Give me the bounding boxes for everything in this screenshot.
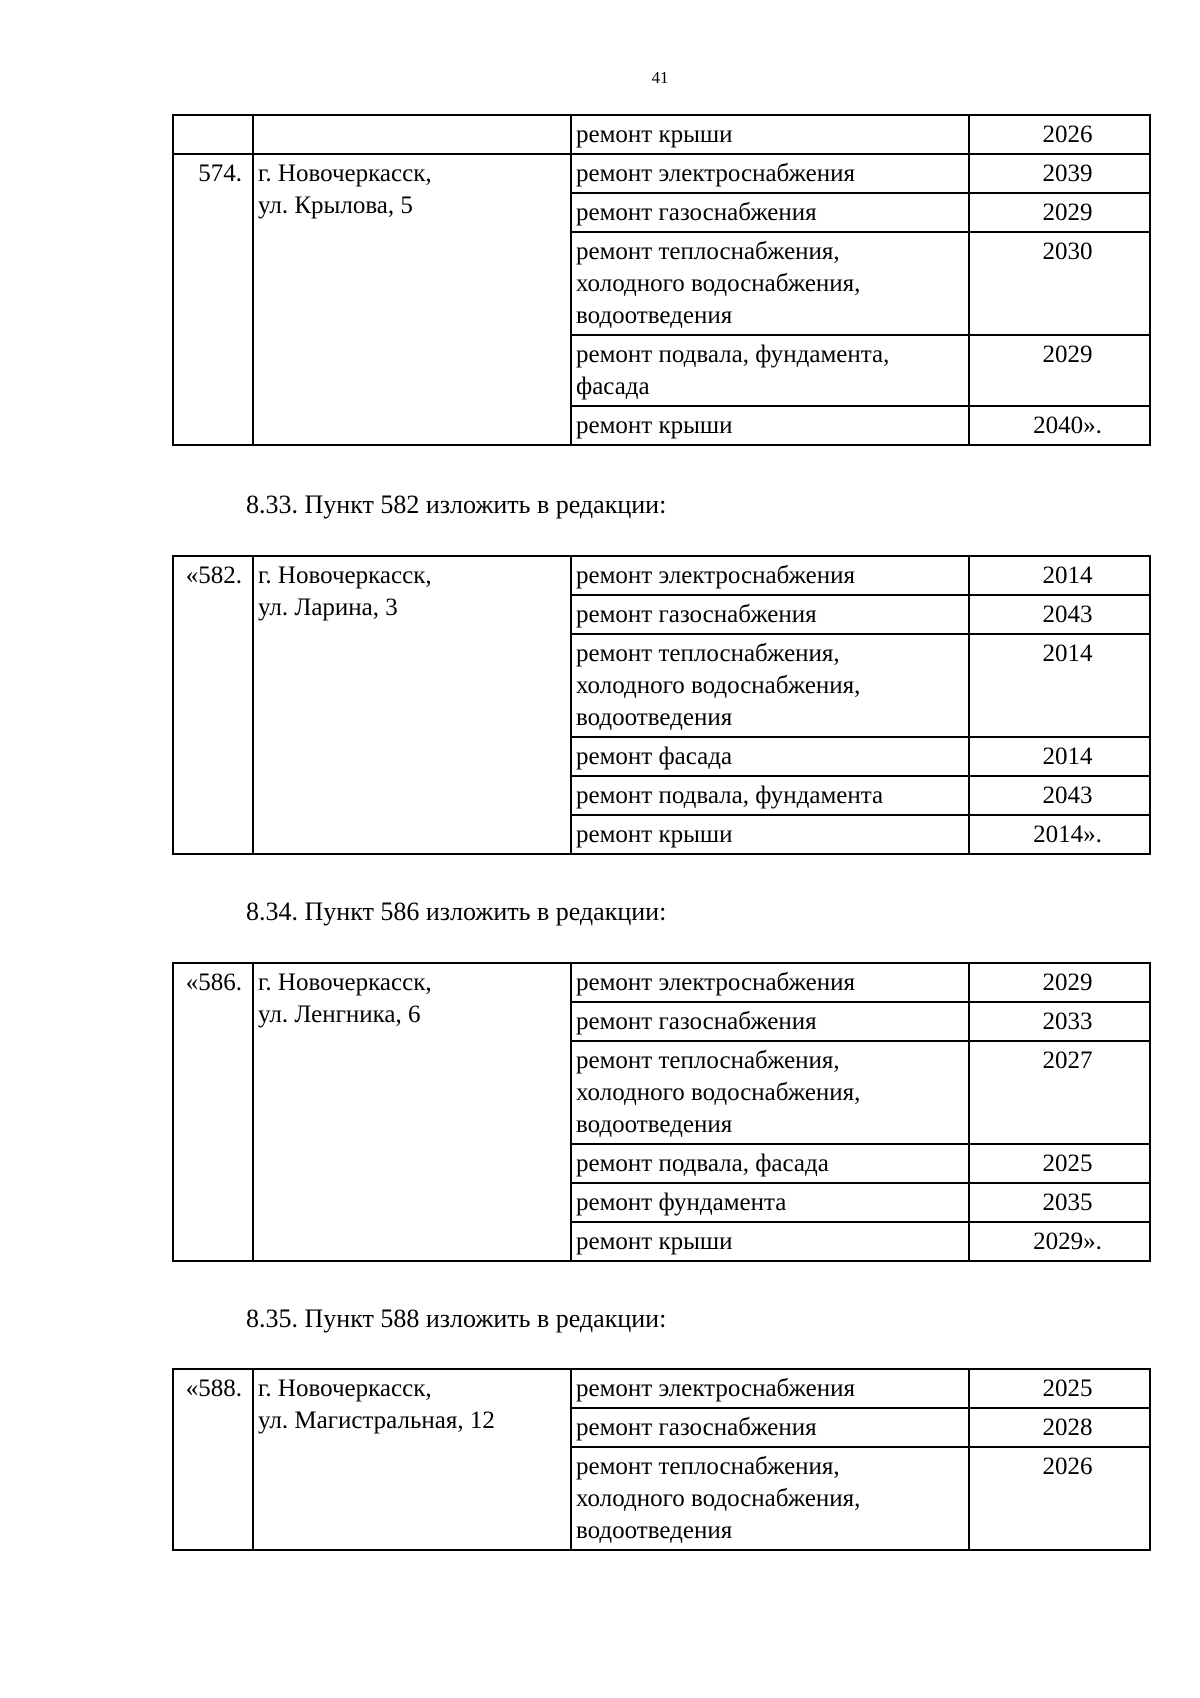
year-cell: 2029 bbox=[969, 963, 1150, 1002]
table-row bbox=[173, 963, 1150, 1002]
work-cell: ремонт газоснабжения bbox=[571, 193, 969, 232]
page-number: 41 bbox=[651, 68, 669, 87]
work-cell: ремонт теплоснабжения, холодного водоснабжения, водоотведения bbox=[571, 1447, 969, 1550]
address-cell: г. Новочеркасск, ул. Магистральная, 12 bbox=[253, 1369, 571, 1550]
work-cell: ремонт фундамента bbox=[571, 1183, 969, 1222]
table-row bbox=[173, 556, 1150, 595]
address-cell: г. Новочеркасск, ул. Ленгника, 6 bbox=[253, 963, 571, 1261]
amendment-paragraph: 8.35. Пункт 588 изложить в редакции: bbox=[246, 1304, 667, 1333]
address-cell bbox=[253, 115, 571, 154]
work-cell: ремонт подвала, фундамента bbox=[571, 776, 969, 815]
item-number-cell: 574. bbox=[173, 154, 253, 445]
address-cell: г. Новочеркасск, ул. Ларина, 3 bbox=[253, 556, 571, 854]
year-cell: 2014 bbox=[969, 634, 1150, 737]
work-cell: ремонт крыши bbox=[571, 406, 969, 445]
year-cell: 2040». bbox=[969, 406, 1150, 445]
year-cell: 2035 bbox=[969, 1183, 1150, 1222]
item-number-cell: «588. bbox=[173, 1369, 253, 1550]
table-row bbox=[173, 115, 1150, 154]
amendment-paragraph: 8.34. Пункт 586 изложить в редакции: bbox=[246, 897, 667, 926]
work-cell: ремонт электроснабжения bbox=[571, 556, 969, 595]
table-row bbox=[173, 154, 1150, 193]
year-cell: 2043 bbox=[969, 595, 1150, 634]
work-cell: ремонт теплоснабжения, холодного водоснабжения, водоотведения bbox=[571, 1041, 969, 1144]
year-cell: 2014 bbox=[969, 737, 1150, 776]
address-cell: г. Новочеркасск, ул. Крылова, 5 bbox=[253, 154, 571, 445]
amendment-paragraph: 8.33. Пункт 582 изложить в редакции: bbox=[246, 490, 667, 519]
work-cell: ремонт фасада bbox=[571, 737, 969, 776]
year-cell: 2026 bbox=[969, 115, 1150, 154]
work-cell: ремонт теплоснабжения, холодного водоснабжения, водоотведения bbox=[571, 634, 969, 737]
year-cell: 2039 bbox=[969, 154, 1150, 193]
year-cell: 2014». bbox=[969, 815, 1150, 854]
work-cell: ремонт крыши bbox=[571, 1222, 969, 1261]
work-cell: ремонт крыши bbox=[571, 815, 969, 854]
year-cell: 2029». bbox=[969, 1222, 1150, 1261]
item-number-cell: «586. bbox=[173, 963, 253, 1261]
year-cell: 2029 bbox=[969, 193, 1150, 232]
year-cell: 2029 bbox=[969, 335, 1150, 406]
year-cell: 2014 bbox=[969, 556, 1150, 595]
year-cell: 2030 bbox=[969, 232, 1150, 335]
year-cell: 2033 bbox=[969, 1002, 1150, 1041]
year-cell: 2028 bbox=[969, 1408, 1150, 1447]
item-number-cell bbox=[173, 115, 253, 154]
work-cell: ремонт электроснабжения bbox=[571, 963, 969, 1002]
year-cell: 2026 bbox=[969, 1447, 1150, 1550]
repair-table-588 bbox=[172, 1368, 1151, 1551]
work-cell: ремонт электроснабжения bbox=[571, 154, 969, 193]
work-cell: ремонт электроснабжения bbox=[571, 1369, 969, 1408]
repair-table-574 bbox=[172, 114, 1151, 446]
work-cell: ремонт газоснабжения bbox=[571, 1408, 969, 1447]
repair-table-582 bbox=[172, 555, 1151, 855]
work-cell: ремонт газоснабжения bbox=[571, 1002, 969, 1041]
year-cell: 2043 bbox=[969, 776, 1150, 815]
year-cell: 2025 bbox=[969, 1144, 1150, 1183]
year-cell: 2027 bbox=[969, 1041, 1150, 1144]
work-cell: ремонт подвала, фасада bbox=[571, 1144, 969, 1183]
work-cell: ремонт газоснабжения bbox=[571, 595, 969, 634]
repair-table-586 bbox=[172, 962, 1151, 1262]
work-cell: ремонт крыши bbox=[571, 115, 969, 154]
item-number-cell: «582. bbox=[173, 556, 253, 854]
table-row bbox=[173, 1369, 1150, 1408]
year-cell: 2025 bbox=[969, 1369, 1150, 1408]
work-cell: ремонт подвала, фундамента, фасада bbox=[571, 335, 969, 406]
work-cell: ремонт теплоснабжения, холодного водоснабжения, водоотведения bbox=[571, 232, 969, 335]
